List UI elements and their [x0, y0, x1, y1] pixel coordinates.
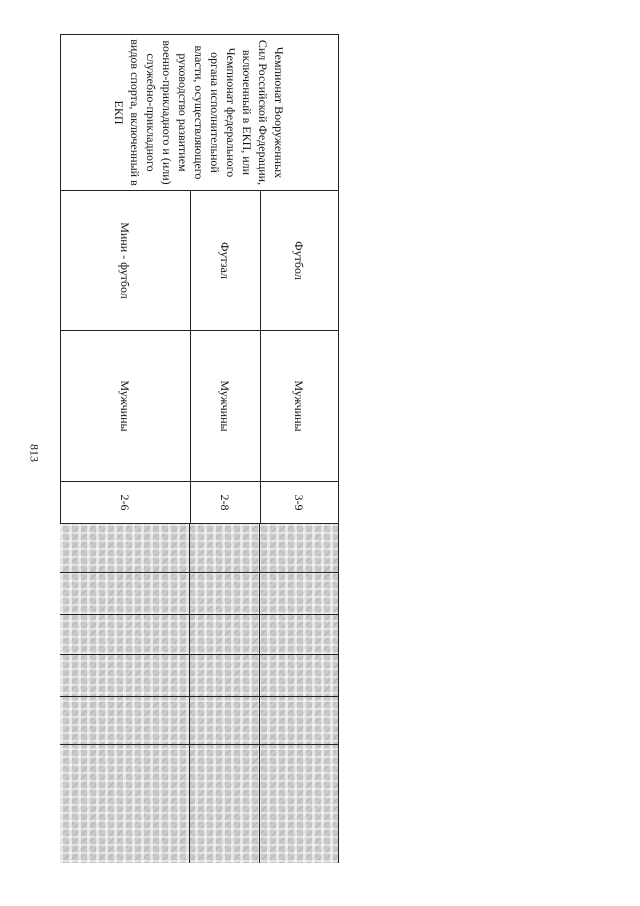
competition-table: [60, 34, 339, 863]
page-number: 813: [27, 444, 42, 462]
organization-cell: Чемпионат Вооруженных Сил Российской Федерации, включенный в ЕКП, или Чемпионат федерального органа исполнительной власти, осуществляющего руководство развитием военно-прикладного и (или) служебно-прикладного видов спорта, включенный в ЕКП: [61, 35, 339, 191]
age-cell: 2-6: [61, 482, 191, 524]
shaded-pattern: [60, 524, 338, 863]
shaded-area: [61, 524, 339, 863]
table-row: [261, 35, 339, 863]
rotated-table-wrapper: [61, 34, 339, 862]
age-cell: 2-8: [191, 482, 261, 524]
gender-cell: Мужчины: [261, 331, 339, 482]
discipline-cell: Футзал: [191, 191, 261, 331]
gender-cell: Мужчины: [191, 331, 261, 482]
discipline-cell: Футбол: [261, 191, 339, 331]
discipline-cell: Мини - футбол: [61, 191, 191, 331]
gender-cell: Мужчины: [61, 331, 191, 482]
age-cell: 3-9: [261, 482, 339, 524]
